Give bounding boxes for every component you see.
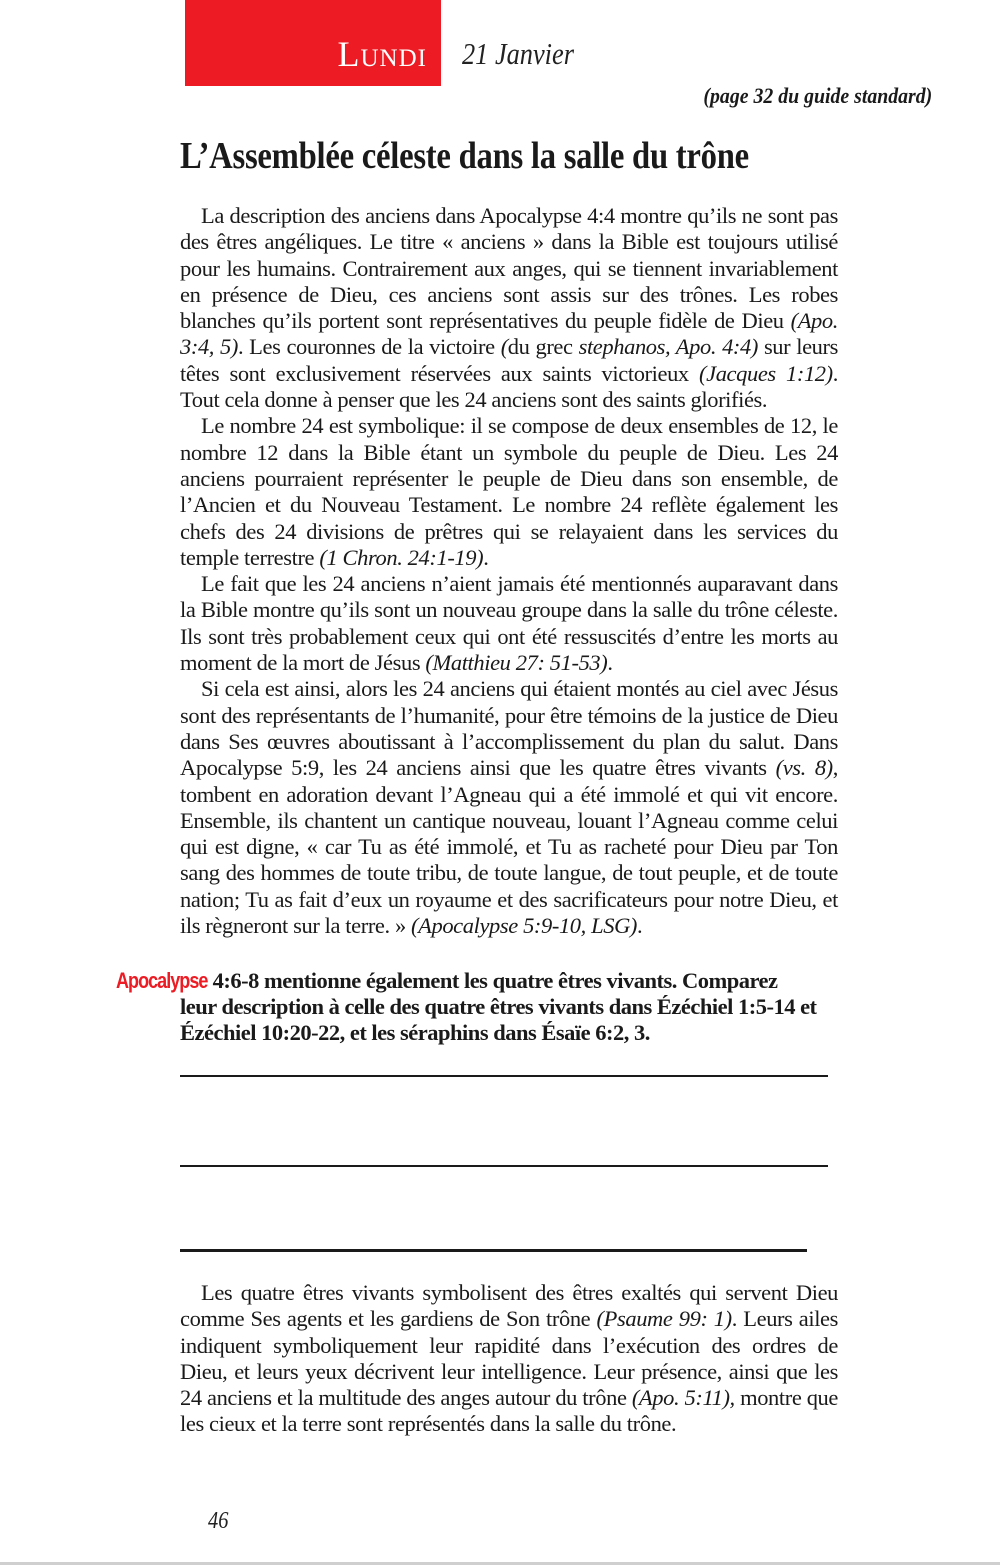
text-run: . Les couronnes de la victoire [237,334,501,360]
paragraph [180,676,838,939]
lesson-title: L’Assemblée céleste dans la salle du trône [180,135,749,177]
scripture-reference: (vs. 8) [775,755,833,781]
text-run: . [637,913,643,939]
question-text-rest: leur description à celle des quatre êtres vivants dans Ézéchiel 1:5-14 et Ézéchiel 10:20-22, et les séraphins dans Ésaïe 6:2, 3. [180,994,817,1045]
scripture-reference: (Apo. 3:4, 5) [180,308,838,360]
guide-reference: (page 32 du guide standard) [703,83,932,108]
text-run: . [483,544,489,570]
question-reference: Apocalypse [116,968,208,993]
scripture-reference: (Matthieu 27: 51-53) [425,650,608,676]
day-header-block [185,0,441,86]
date-label: 21 Janvier [462,36,574,71]
text-run: montre que les cieux et la terre sont représentés dans la salle du trône. [180,1385,838,1437]
study-question [116,968,840,1046]
main-body-text [180,203,838,939]
text-run: . Tout cela donne à penser que les 24 anciens sont des saints glorifiés. [180,360,838,413]
page-number: 46 [208,1508,229,1534]
scripture-reference: (Apocalypse 5:9-10, LSG) [411,913,638,939]
scripture-reference: (Jacques 1:12) [699,360,833,386]
text-run: , tombent en adoration devant l’Agneau qui a été immolé et qui vit encore. Ensemble, ils chantent un cantique nouveau, louant l’Agneau comme celui qui est digne, « car Tu as été immolé, et Tu as racheté pour Dieu par Ton sang des hommes de toute tribu, de toute langue, de tout peuple, et de toute nation; Tu as fait d’eux un royaume et des sacrificateurs pour notre Dieu, et ils règneront sur la terre. » [180,755,838,939]
question-text-line1: 4:6-8 mentionne également les quatre êtres vivants. Comparez [212,968,778,993]
paragraph [180,1280,838,1438]
answer-line[interactable] [180,1165,828,1167]
paragraph [180,413,838,571]
scripture-reference: stephanos, Apo. 4:4) [578,334,758,360]
day-label: Lundi [337,34,427,74]
text-run: . [607,650,613,676]
scripture-reference: ( [500,334,508,360]
text-run: sur leurs têtes sont exclusivement réservées aux saints victorieux [180,334,838,386]
text-run: Le nombre 24 est symbolique: il se compose de deux ensembles de 12, le nombre 12 dans la Bible étant un symbole du peuple de Dieu. Les 24 anciens pourraient représenter le peuple de Dieu dans son ensemble, de l’Ancien et du Nouveau Testament. Le nombre 24 reflète également les chefs des 24 divisions de prêtres qui se relayaient dans les services du temple terrestre [180,413,838,570]
text-run: La description des anciens dans Apocalypse 4:4 montre qu’ils ne sont pas des êtres angéliques. Le titre « anciens » dans la Bible est toujours utilisé pour les humains. Contrairement aux anges, qui se tiennent invariablement en présence de Dieu, ces anciens sont assis sur des trônes. Les robes blanches qu’ils portent sont représentatives du peuple fidèle de Dieu [180,203,838,334]
text-run: Les quatre êtres vivants symbolisent des êtres exaltés qui servent Dieu comme Ses agents et les gardiens de Son trône [180,1280,838,1332]
answer-line[interactable] [180,1249,807,1252]
answer-line[interactable] [180,1075,828,1077]
scripture-reference: (1 Chron. 24:1-19) [319,544,484,570]
text-run: Le fait que les 24 anciens n’aient jamais été mentionnés auparavant dans la Bible montre qu’ils sont un nouveau groupe dans la salle du trône céleste. Ils sont très probablement ceux qui ont été ressuscités d’entre les morts au moment de la mort de Jésus [180,571,838,676]
scripture-reference: (Psaume 99: 1) [596,1306,732,1332]
commentary-body-text [180,1280,838,1438]
question-first-line [116,968,840,994]
paragraph [180,571,838,676]
text-run: Si cela est ainsi, alors les 24 anciens qui étaient montés au ciel avec Jésus sont des représentants de l’humanité, pour être témoins de la justice de Dieu dans Ses œuvres aboutissant à l’accomplissement du plan du salut. Dans Apocalypse 5:9, les 24 anciens ainsi que les quatre êtres vivants [180,676,838,781]
paragraph [180,203,838,413]
text-run: du grec [507,334,579,360]
scripture-reference: (Apo. 5:11), [631,1385,735,1411]
text-run: . Leurs ailes indiquent symboliquement leur rapidité dans l’exécution des ordres de Dieu, et leurs yeux décrivent leur intelligence. Leur présence, ainsi que les 24 anciens et la multitude des anges autour du trône [180,1306,838,1411]
